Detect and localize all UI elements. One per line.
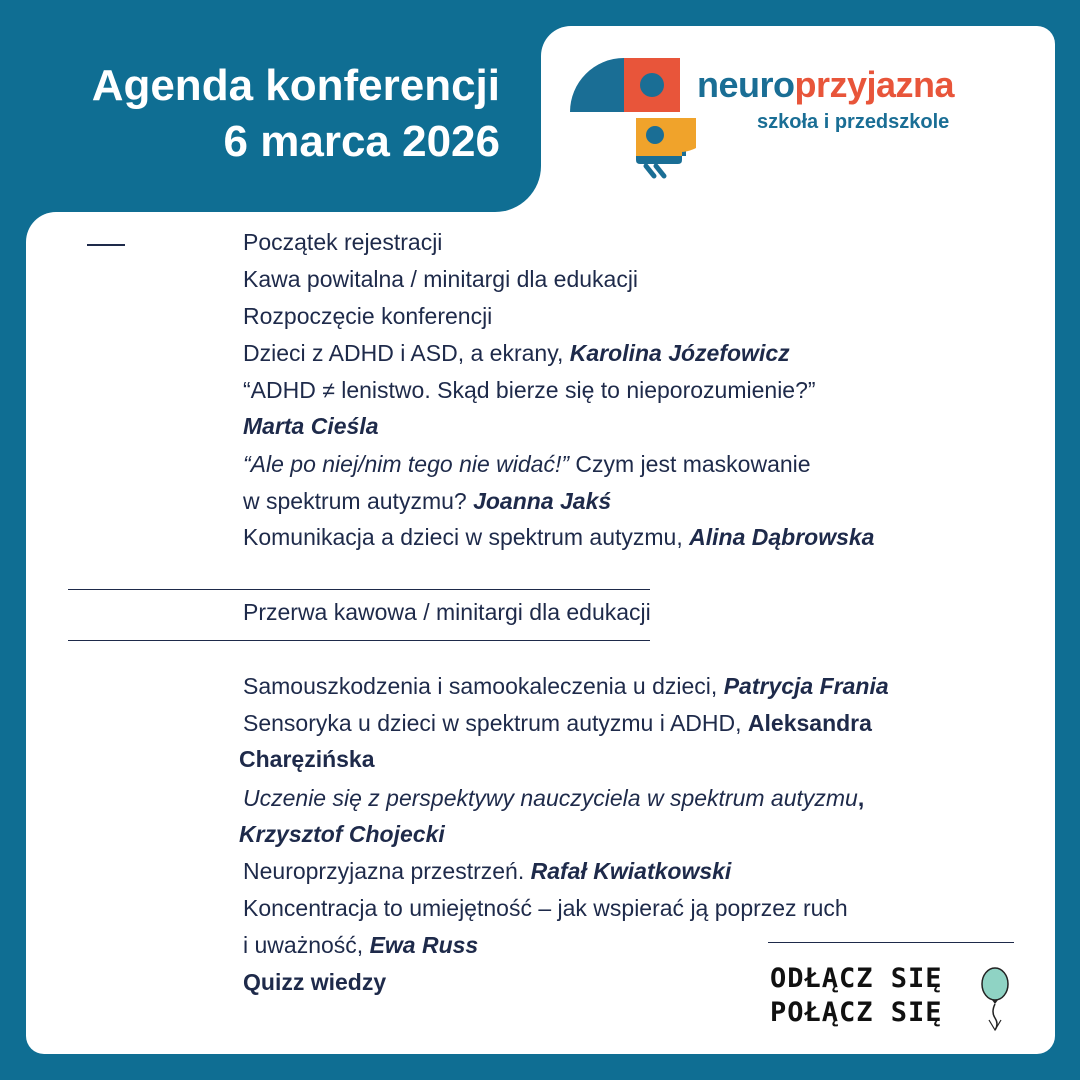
speaker-name: Patrycja Frania (723, 673, 889, 699)
brand-subtitle: szkoła i przedszkole (757, 111, 950, 133)
agenda-desc: Komunikacja a dzieci w spektrum autyzmu, (243, 524, 683, 550)
punctuation: , (857, 785, 865, 811)
agenda-desc: Przerwa kawowa / minitargi dla edukacji (243, 599, 651, 625)
agenda-desc: w spektrum autyzmu? (243, 488, 467, 514)
speaker-name: Rafał Kwiatkowski (530, 858, 732, 884)
agenda-desc: Samouszkodzenia i samookaleczenia u dzieci, (243, 673, 718, 699)
title-line-1: Agenda konferencji (91, 61, 500, 110)
slogan-line-2: POŁĄCZ SIĘ (770, 997, 943, 1028)
slogan-line-1: ODŁĄCZ SIĘ (770, 963, 943, 994)
speaker-name: Alina Dąbrowska (689, 524, 875, 550)
balloon-icon (979, 966, 1013, 1036)
speaker-name: Krzysztof Chojecki (239, 821, 445, 847)
agenda-desc: Kawa powitalna / minitargi dla edukacji (243, 266, 639, 292)
agenda-desc: Uczenie się z perspektywy nauczyciela w spektrum autyzmu (243, 785, 858, 811)
agenda-desc: Sensoryka u dzieci w spektrum autyzmu i ADHD, (243, 710, 742, 736)
dash-mark (87, 244, 125, 246)
agenda-desc: i uważność, (243, 932, 364, 958)
agenda-desc: Początek rejestracji (243, 229, 443, 255)
agenda-desc: Quizz wiedzy (243, 969, 387, 995)
speaker-name: Karolina Józefowicz (569, 340, 790, 366)
brand-part-2: przyjazna (794, 64, 955, 105)
divider (768, 942, 1014, 943)
speaker-name: Ewa Russ (369, 932, 479, 958)
agenda-desc: “ADHD ≠ lenistwo. Skąd bierze się to nieporozumienie?” (243, 377, 816, 403)
speaker-name: Marta Cieśla (243, 413, 379, 439)
agenda-desc: Dzieci z ADHD i ASD, a ekrany, (243, 340, 564, 366)
brand-part-1: neuro (697, 64, 795, 105)
agenda-desc: Czym jest maskowanie (575, 451, 811, 477)
title-line-2: 6 marca 2026 (223, 117, 500, 166)
agenda-desc: Koncentracja to umiejętność – jak wspierać ją poprzez ruch (243, 895, 848, 921)
speaker-name: Aleksandra (747, 710, 872, 736)
agenda-desc: Rozpoczęcie konferencji (243, 303, 493, 329)
divider (68, 589, 650, 590)
speaker-name: Charęzińska (239, 746, 375, 772)
agenda-quote: “Ale po niej/nim tego nie widać!” (243, 451, 569, 477)
slogan (770, 962, 943, 1030)
speaker-name: Joanna Jakś (473, 488, 612, 514)
divider (68, 640, 650, 641)
agenda-desc: Neuroprzyjazna przestrzeń. (243, 858, 525, 884)
